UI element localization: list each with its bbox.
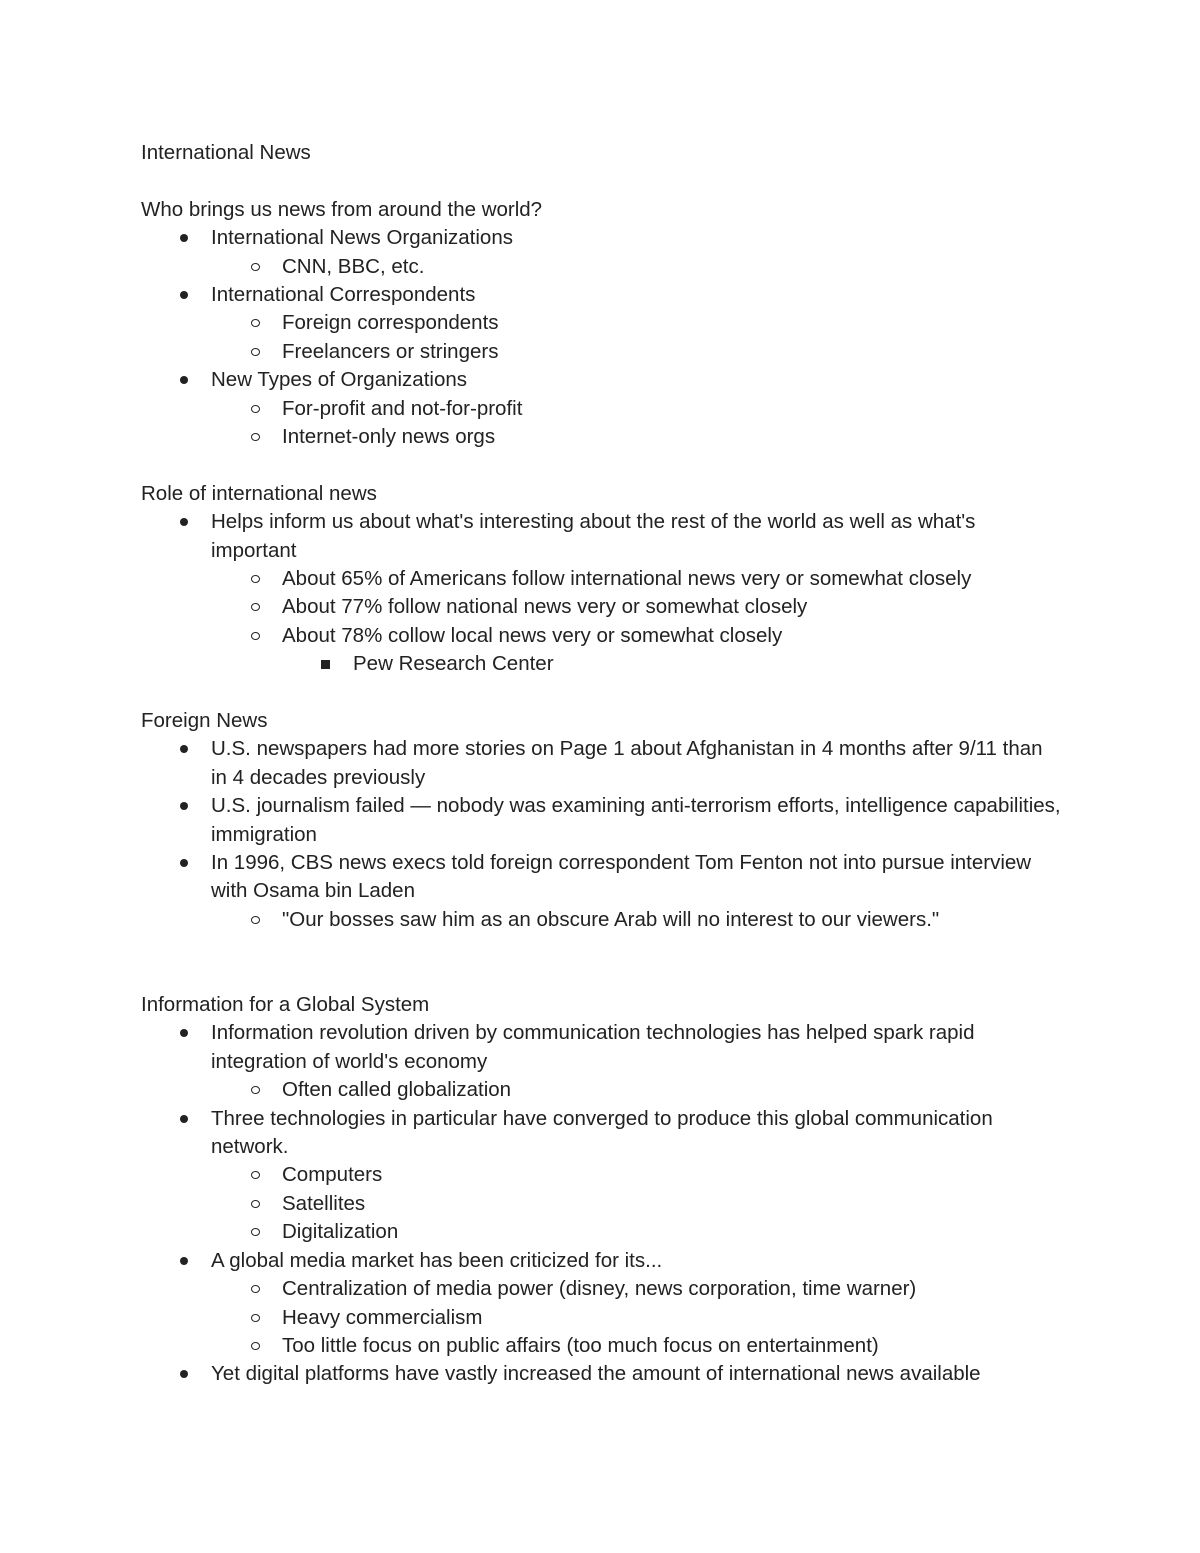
list-item [141,906,1061,934]
list-item-text: Foreign correspondents [282,311,499,335]
filled-bullet-icon [180,1257,188,1265]
bullet-list [141,1019,1061,1388]
list-item-text: U.S. journalism failed — nobody was examining anti-terrorism efforts, intelligence capabilities, immigration [211,794,1061,846]
hollow-bullet-icon [251,1285,260,1293]
hollow-bullet-icon [251,319,260,327]
list-item [141,366,1061,394]
list-item-text: Internet-only news orgs [282,425,496,449]
spacer [141,679,1061,707]
list-item [141,423,1061,451]
list-item [141,622,1061,650]
list-item-text: Centralization of media power (disney, news corporation, time warner) [282,1277,917,1301]
list-item-text: Often called globalization [282,1078,512,1102]
list-item [141,593,1061,621]
filled-bullet-icon [180,1029,188,1037]
section-role-of-news [141,480,1061,679]
list-item [141,224,1061,252]
section-heading: Role of international news [141,481,377,505]
list-item-text: Freelancers or stringers [282,339,499,363]
list-item-text: International Correspondents [211,282,476,306]
section-heading: Foreign News [141,709,268,733]
bullet-list [141,735,1061,934]
list-item [141,792,1061,849]
filled-bullet-icon [180,234,188,242]
bullet-list [141,508,1061,678]
list-item-text: International News Organizations [211,226,513,250]
list-item [141,650,1061,678]
bullet-list [141,224,1061,451]
filled-bullet-icon [180,745,188,753]
list-item-text: About 65% of Americans follow international news very or somewhat closely [282,567,972,591]
list-item-text: Satellites [282,1191,366,1215]
list-item [141,1304,1061,1332]
list-item [141,565,1061,593]
hollow-bullet-icon [251,1228,260,1236]
list-item-text: CNN, BBC, etc. [282,254,425,278]
list-item [141,1161,1061,1189]
document-body [141,139,1061,1389]
hollow-bullet-icon [251,1314,260,1322]
list-item [141,1218,1061,1246]
list-item [141,1076,1061,1104]
list-item-text: Three technologies in particular have converged to produce this global communication network. [211,1106,993,1159]
hollow-bullet-icon [251,1171,260,1179]
list-item [141,253,1061,281]
hollow-bullet-icon [251,1200,260,1208]
section-heading: Information for a Global System [141,993,430,1017]
list-item-text: "Our bosses saw him as an obscure Arab will no interest to our viewers." [282,907,940,931]
list-item-text: A global media market has been criticized for its... [211,1248,663,1272]
list-item [141,1019,1061,1076]
list-item-text: Information revolution driven by communication technologies has helped spark rapid integration of world's economy [211,1021,975,1073]
section-heading: Who brings us news from around the world? [141,197,543,221]
filled-bullet-icon [180,518,188,526]
filled-bullet-icon [180,859,188,867]
filled-bullet-icon [180,291,188,299]
filled-bullet-icon [180,802,188,810]
list-item-text: Pew Research Center [353,652,554,676]
list-item [141,849,1061,906]
list-item [141,309,1061,337]
list-item-text: About 78% collow local news very or somewhat closely [282,623,783,647]
hollow-bullet-icon [251,433,260,441]
list-item [141,1105,1061,1162]
list-item [141,338,1061,366]
list-item [141,508,1061,565]
hollow-bullet-icon [251,632,260,640]
spacer [141,934,1061,991]
list-item-text: For-profit and not-for-profit [282,396,523,420]
list-item [141,1332,1061,1360]
hollow-bullet-icon [251,1342,260,1350]
list-item-text: New Types of Organizations [211,368,467,392]
list-item-text: Too little focus on public affairs (too much focus on entertainment) [282,1333,879,1357]
list-item [141,1275,1061,1303]
list-item-text: Digitalization [282,1220,399,1244]
list-item-text: Helps inform us about what's interesting about the rest of the world as well as what's important [211,510,976,562]
list-item-text: In 1996, CBS news execs told foreign correspondent Tom Fenton not into pursue interview with Osama bin Laden [211,851,1032,903]
filled-bullet-icon [180,1115,188,1123]
hollow-bullet-icon [251,405,260,413]
spacer [141,451,1061,479]
square-bullet-icon [321,660,330,669]
section-global-system [141,991,1061,1389]
list-item [141,1190,1061,1218]
hollow-bullet-icon [251,1086,260,1094]
spacer [141,167,1061,195]
hollow-bullet-icon [251,916,260,924]
list-item-text: About 77% follow national news very or somewhat closely [282,595,808,619]
list-item [141,1247,1061,1275]
section-foreign-news [141,707,1061,934]
filled-bullet-icon [180,376,188,384]
list-item-text: Computers [282,1163,383,1187]
section-news-sources [141,196,1061,452]
document-title: International News [141,141,311,164]
list-item-text: Heavy commercialism [282,1305,483,1329]
hollow-bullet-icon [251,263,260,271]
hollow-bullet-icon [251,575,260,583]
hollow-bullet-icon [251,348,260,356]
list-item [141,281,1061,309]
list-item-text: U.S. newspapers had more stories on Page 1 about Afghanistan in 4 months after 9/11 than in 4 decades previously [211,737,1043,789]
hollow-bullet-icon [251,603,260,611]
list-item-text: Yet digital platforms have vastly increased the amount of international news available [211,1362,981,1386]
filled-bullet-icon [180,1370,188,1378]
list-item [141,1360,1061,1388]
list-item [141,395,1061,423]
list-item [141,735,1061,792]
